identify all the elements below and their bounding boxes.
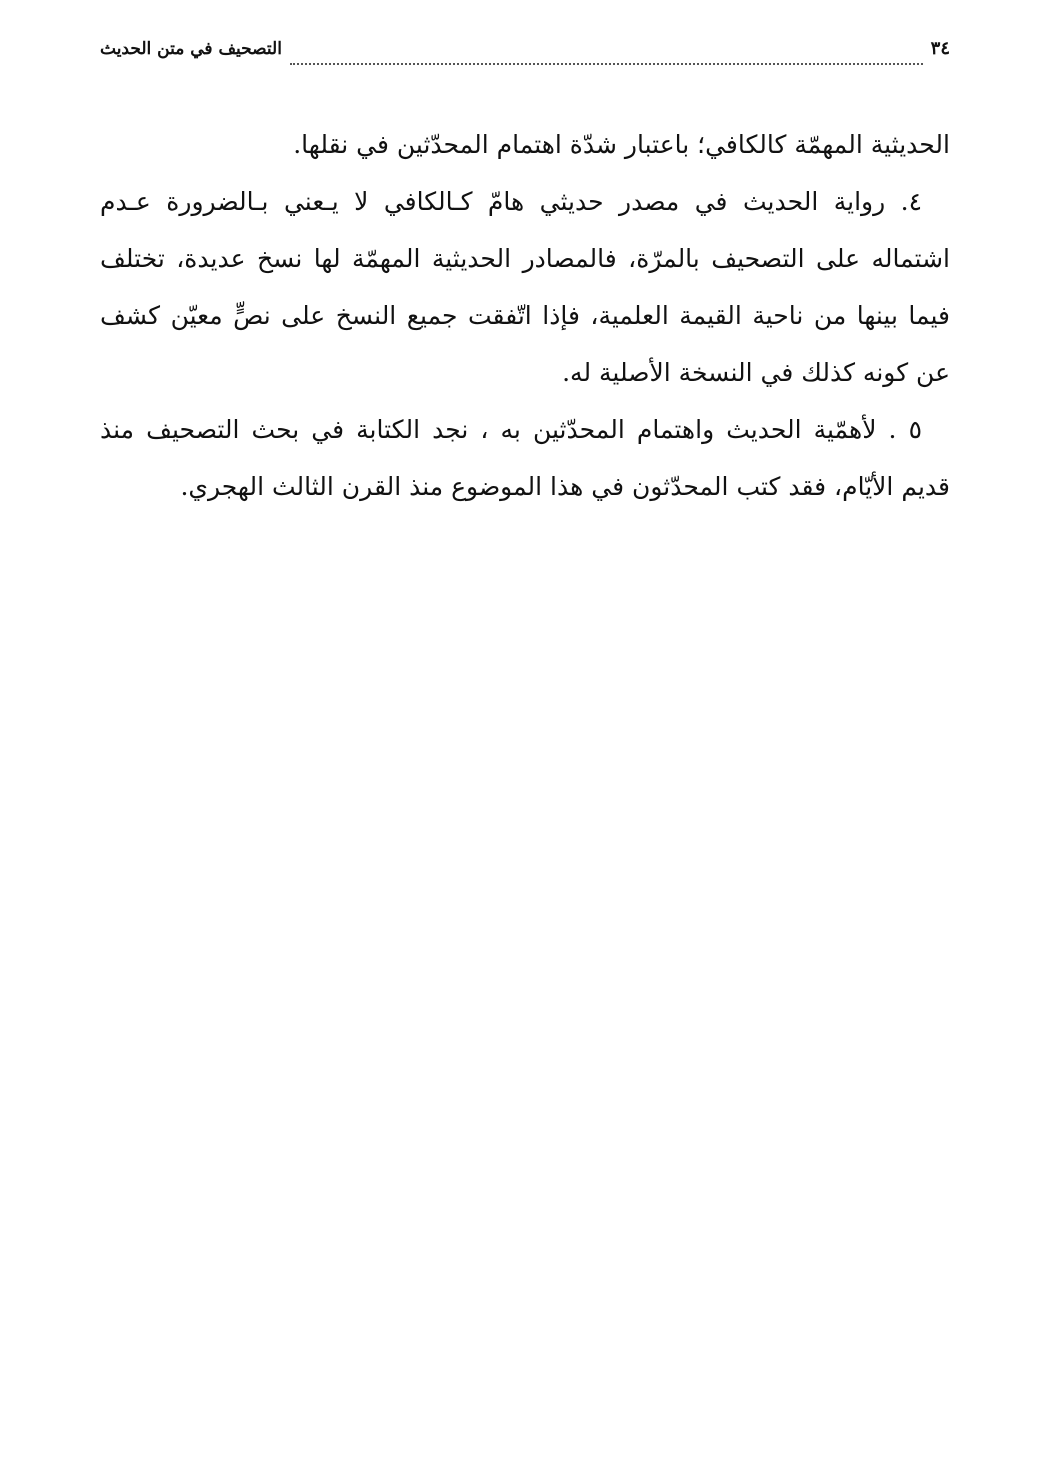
running-header <box>100 38 950 78</box>
page-number: ٣٤ <box>930 38 950 59</box>
book-page <box>100 38 950 515</box>
paragraph-point-5: ٥ . لأهمّية الحديث واهتمام المحدّثين به ، نجد الكتابة في بحث التصحيف منذ قديم الأيّام، فقد كتب المحدّثون في هذا الموضوع منذ القرن الثالث الهجري. <box>100 415 950 501</box>
paragraph-continuation: الحديثية المهمّة كالكافي؛ باعتبار شدّة اهتمام المحدّثين في نقلها. <box>293 130 950 159</box>
running-title: التصحيف في متن الحديث <box>100 39 282 59</box>
header-dot-leader <box>290 51 923 65</box>
paragraph-point-4: ٤. رواية الحديث في مصدر حديثي هامّ كـالكافي لا يـعني بـالضرورة عـدم اشتماله على التصحيف بالمرّة، فالمصادر الحديثية المهمّة لها نسخ عديدة، تختلف فيما بينها من ناحية القيمة العلمية، فإذا اتّفقت جميع النسخ على نصٍّ معيّن كشف عن كونه كذلك في النسخة الأصلية له. <box>100 187 950 387</box>
body-text <box>100 116 950 515</box>
